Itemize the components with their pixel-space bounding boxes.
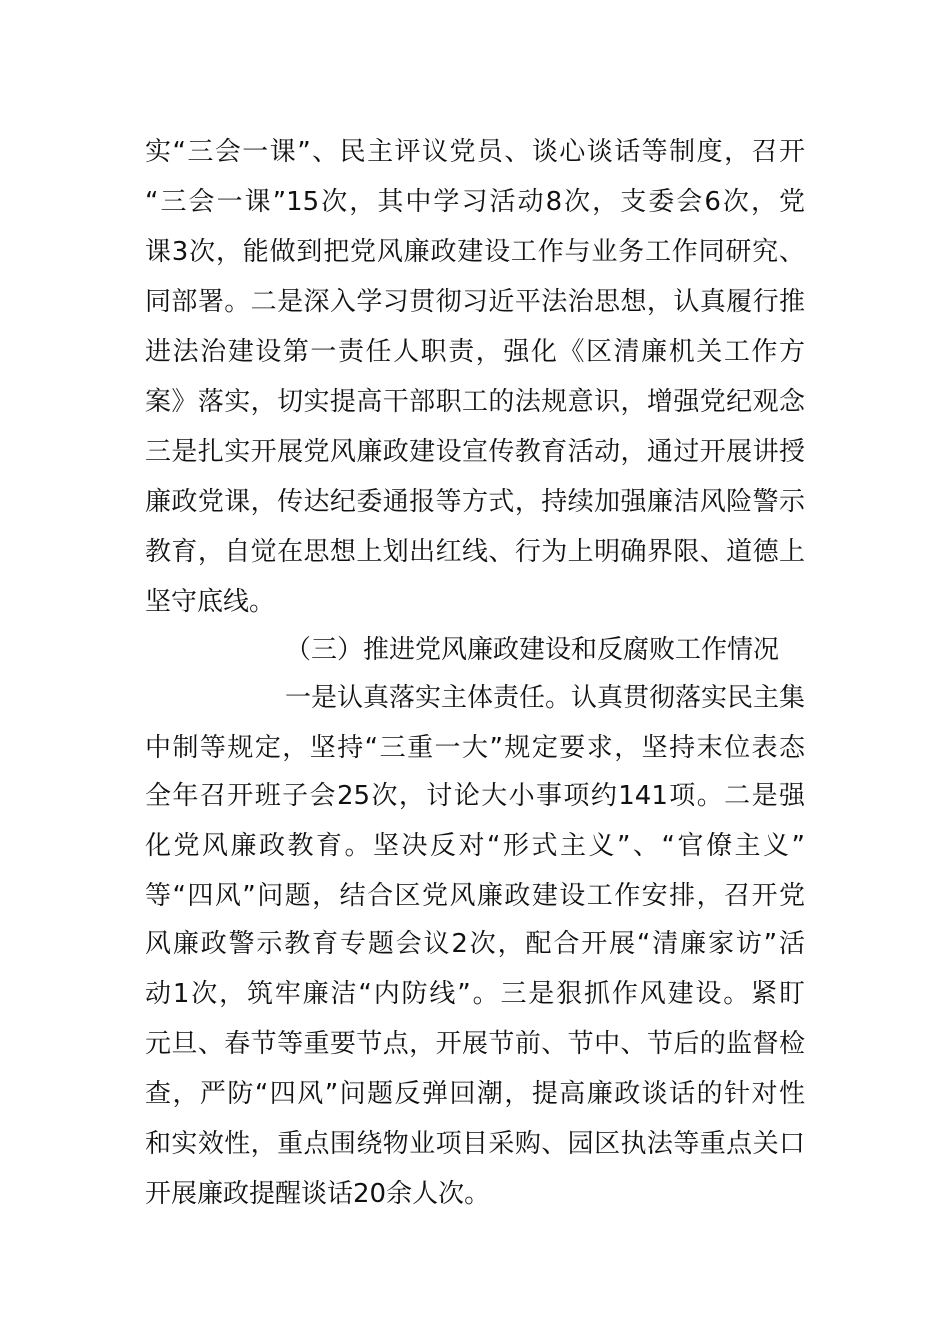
paragraph-line: 课3次，能做到把党风廉政建设工作与业务工作同研究、 bbox=[145, 237, 805, 267]
paragraph-line: 实“三会一课”、民主评议党员、谈心谈话等制度，召开 bbox=[145, 137, 805, 167]
paragraph-line: 开展廉政提醒谈话20余人次。 bbox=[145, 1179, 491, 1209]
paragraph-line: 全年召开班子会25次，讨论大小事项约141项。二是强 bbox=[145, 781, 805, 811]
paragraph-line: 廉政党课，传达纪委通报等方式，持续加强廉洁风险警示 bbox=[145, 487, 805, 517]
paragraph-line: 动1次，筑牢廉洁“内防线”。三是狠抓作风建设。紧盯 bbox=[145, 979, 805, 1009]
paragraph-line: 化党风廉政教育。坚决反对“形式主义”、“官僚主义” bbox=[145, 831, 805, 861]
paragraph-line: 查，严防“四风”问题反弹回潮，提高廉政谈话的针对性 bbox=[145, 1079, 805, 1109]
paragraph-line: 等“四风”问题，结合区党风廉政建设工作安排，召开党 bbox=[145, 881, 805, 911]
paragraph-line: 进法治建设第一责任人职责，强化《区清廉机关工作方 bbox=[145, 337, 805, 367]
paragraph-line: 一是认真落实主体责任。认真贯彻落实民主集 bbox=[285, 683, 806, 713]
paragraph-line: 风廉政警示教育专题会议2次，配合开展“清廉家访”活 bbox=[145, 929, 805, 959]
paragraph-line: 坚守底线。 bbox=[145, 587, 276, 617]
section-heading: （三）推进党风廉政建设和反腐败工作情况 bbox=[285, 635, 780, 665]
paragraph-line: “三会一课”15次，其中学习活动8次，支委会6次，党 bbox=[145, 187, 805, 217]
paragraph-line: 三是扎实开展党风廉政建设宣传教育活动，通过开展讲授 bbox=[145, 437, 805, 467]
paragraph-line: 教育，自觉在思想上划出红线、行为上明确界限、道德上 bbox=[145, 537, 805, 567]
paragraph-line: 中制等规定，坚持“三重一大”规定要求，坚持末位表态 bbox=[145, 733, 805, 763]
paragraph-line: 元旦、春节等重要节点，开展节前、节中、节后的监督检 bbox=[145, 1029, 805, 1059]
paragraph-line: 案》落实，切实提高干部职工的法规意识，增强党纪观念 bbox=[145, 387, 805, 417]
paragraph-line: 同部署。二是深入学习贯彻习近平法治思想，认真履行推 bbox=[145, 287, 805, 317]
paragraph-line: 和实效性，重点围绕物业项目采购、园区执法等重点关口 bbox=[145, 1129, 805, 1159]
